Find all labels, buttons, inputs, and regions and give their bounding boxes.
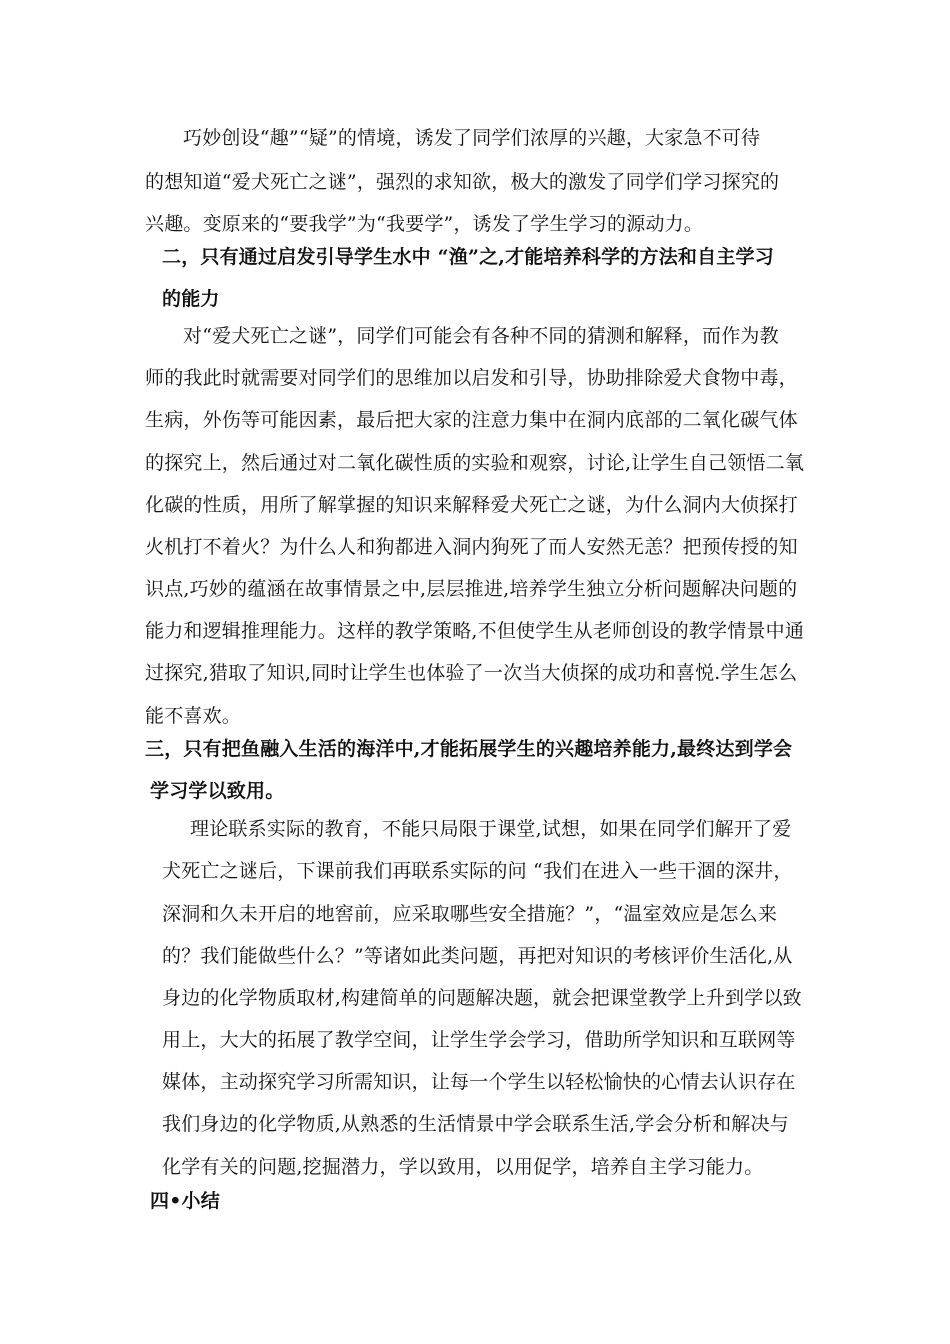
paragraph-2-line-6: 火机打不着火？为什么人和狗都进入洞内狗死了而人安然无恙？把预传授的知: [145, 536, 798, 558]
paragraph-3-line-5: 身边的化学物质取材,构建简单的问题解决题，就会把课堂教学上升到学以致: [162, 987, 802, 1009]
paragraph-3-line-4: 的？我们能做些什么？”等诸如此类问题，再把对知识的考核评价生活化,从: [162, 945, 793, 967]
paragraph-2-line-10: 能不喜欢。: [145, 705, 242, 727]
paragraph-2-line-7: 识点,巧妙的蕴涵在故事情景之中,层层推进,培养学生独立分析问题解决问题的: [145, 578, 798, 600]
paragraph-2-line-1: 对“爱犬死亡之谜”，同学们可能会有各种不同的猜测和解释，而作为教: [183, 325, 779, 347]
paragraph-1-line-2: 的想知道“爱犬死亡之谜”，强烈的求知欲，极大的激发了同学们学习探究的: [145, 171, 780, 193]
section-heading-2-line-1: 二，只有通过启发引导学生水中 “渔”之,才能培养科学的方法和自主学习: [162, 246, 774, 268]
paragraph-3-line-6: 用上，大大的拓展了教学空间，让学生学会学习，借助所学知识和互联网等: [162, 1029, 796, 1051]
paragraph-2-line-3: 生病，外伤等可能因素，最后把大家的注意力集中在洞内底部的二氧化碳气体: [145, 409, 798, 431]
paragraph-2-line-2: 师的我此时就需要对同学们的思维加以启发和引导，协助排除爱犬食物中毒，: [145, 367, 798, 389]
paragraph-2-line-9: 过探究,猎取了知识,同时让学生也体验了一次当大侦探的成功和喜悦.学生怎么: [145, 662, 798, 684]
paragraph-3-line-9: 化学有关的问题,挖掘潜力，学以致用，以用促学，培养自主学习能力。: [162, 1156, 764, 1178]
paragraph-2-line-8: 能力和逻辑推理能力。这样的教学策略,不但使学生从老师创设的教学情景中通: [145, 620, 805, 642]
section-heading-3-line-1: 三，只有把鱼融入生活的海洋中,才能拓展学生的兴趣培养能力,最终达到学会: [145, 738, 793, 760]
paragraph-3-line-3: 深洞和久未开启的地窖前，应采取哪些安全措施？”，“温室效应是怎么来: [162, 903, 778, 925]
paragraph-1-line-3: 兴趣。变原来的“要我学”为“我要学”，诱发了学生学习的源动力。: [145, 213, 704, 235]
section-heading-3-line-2: 学习学以致用。: [150, 780, 285, 802]
paragraph-3-line-8: 我们身边的化学物质,从熟悉的生活情景中学会联系生活,学会分析和解决与: [162, 1113, 789, 1135]
paragraph-3-line-1: 理论联系实际的教育，不能只局限于课堂,试想，如果在同学们解开了爱: [190, 818, 792, 840]
paragraph-1-line-1: 巧妙创设“趣”“疑”的情境，诱发了同学们浓厚的兴趣，大家急不可待: [183, 127, 761, 149]
paragraph-2-line-4: 的探究上，然后通过对二氧化碳性质的实验和观察，讨论,让学生自己领悟二氧: [145, 452, 805, 474]
paragraph-3-line-7: 媒体，主动探究学习所需知识，让每一个学生以轻松愉快的心情去认识存在: [162, 1071, 796, 1093]
section-heading-4: 四•小结: [150, 1190, 220, 1212]
paragraph-2-line-5: 化碳的性质，用所了解掌握的知识来解释爱犬死亡之谜，为什么洞内大侦探打: [145, 494, 798, 516]
section-heading-2-line-2: 的能力: [162, 288, 220, 310]
paragraph-3-line-2: 犬死亡之谜后，下课前我们再联系实际的问 “我们在进入一些干涸的深井，: [162, 860, 793, 882]
